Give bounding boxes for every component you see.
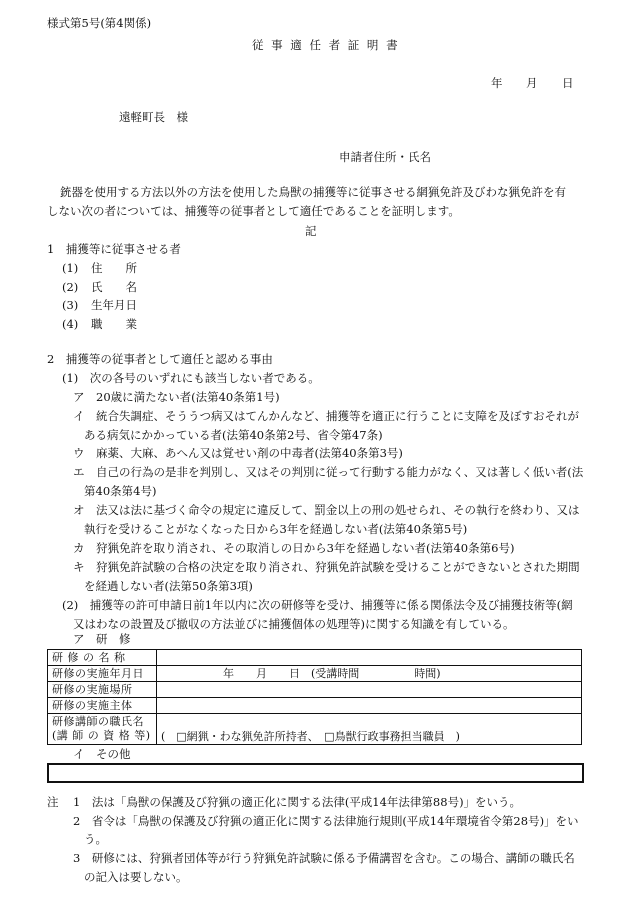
lecturer-label-line1: 研修講師の職氏名 <box>52 715 144 728</box>
reason-line: ア 20歳に満たない者(法第40条第1号) <box>73 390 280 404</box>
reason-line: エ 自己の行為の是非を判別し、又はその判別に従って行動する能力がなく、又は著しく低い者(法 <box>73 465 584 479</box>
section2-sub2-line: (2) 捕獲等の許可申請日前1年以内に次の研修等を受け、捕獲等に係る関係法令及び捕獲技術等(網 <box>62 598 573 612</box>
section1-item-num: (4) <box>62 317 79 331</box>
training-name-label: 研 修 の 名 称 <box>48 650 157 666</box>
note-line: う。 <box>84 832 107 846</box>
training-date-field[interactable]: 年 月 日 (受講時間 時間) <box>157 666 582 682</box>
intro-line-2: しない次の者については、捕獲等の従事者として適任であることを証明します。 <box>47 204 460 218</box>
table-row <box>48 682 582 698</box>
training-host-label: 研修の実施主体 <box>48 698 157 714</box>
training-name-field[interactable] <box>157 650 582 666</box>
reason-line: 執行を受けることがなくなった日から3年を経過しない者(法第40条第5号) <box>84 522 468 536</box>
table-row <box>48 714 582 745</box>
document-title: 従 事 適 任 者 証 明 書 <box>252 38 400 52</box>
reason-line: ウ 麻薬、大麻、あへん又は覚せい剤の中毒者(法第40条第3号) <box>73 446 403 460</box>
addressee: 遠軽町長 様 <box>119 110 188 124</box>
training-date-label: 研修の実施年月日 <box>48 666 157 682</box>
reason-line: キ 狩猟免許試験の合格の決定を取り消され、狩猟免許試験を受けることができないとされた期間 <box>73 560 580 574</box>
lecturer-field[interactable] <box>157 714 582 745</box>
section1-item-num: (1) <box>62 261 79 275</box>
table-row <box>48 698 582 714</box>
section2-heading: 2 捕獲等の従事者として適任と認める事由 <box>47 352 273 366</box>
training-place-field[interactable] <box>157 682 582 698</box>
reason-line: カ 狩猟免許を取り消され、その取消しの日から3年を経過しない者(法第40条第6号) <box>73 541 515 555</box>
training-place-label: 研修の実施場所 <box>48 682 157 698</box>
note-line: 2 省令は「鳥獣の保護及び狩猟の適正化に関する法律施行規則(平成14年環境省令第28号)」をい <box>73 814 579 828</box>
section1-item-label: 生年月日 <box>91 298 137 312</box>
date-year: 年 <box>491 76 503 90</box>
ki-mark: 記 <box>305 224 317 238</box>
lecturer-label <box>48 714 157 745</box>
date-month: 月 <box>526 76 538 90</box>
training-table <box>47 649 582 745</box>
lecturer-qualification: ( □網猟・わな猟免許所持者、 □鳥獣行政事務担当職員 ) <box>161 730 460 743</box>
reason-line: を経過しない者(法第50条第3項) <box>84 579 253 593</box>
table-row <box>48 650 582 666</box>
intro-line-1: 銃器を使用する方法以外の方法を使用した鳥獣の捕獲等に従事させる網猟免許及びわな猟免許を有 <box>60 185 566 199</box>
section1-item-num: (3) <box>62 298 79 312</box>
other-heading: イ その他 <box>73 747 131 761</box>
notes-label: 注 <box>47 795 59 809</box>
note-line: 3 研修には、狩猟者団体等が行う狩猟免許試験に係る予備講習を含む。この場合、講師の職氏名 <box>73 851 575 865</box>
section1-item-label: 氏 名 <box>91 280 137 294</box>
date-day: 日 <box>562 76 574 90</box>
section2-sub1: (1) 次の各号のいずれにも該当しない者である。 <box>62 371 320 385</box>
applicant-label: 申請者住所・氏名 <box>339 150 431 164</box>
training-host-field[interactable] <box>157 698 582 714</box>
section1-item-num: (2) <box>62 280 79 294</box>
training-heading: ア 研 修 <box>73 632 131 646</box>
note-line: 1 法は「鳥獣の保護及び狩猟の適正化に関する法律(平成14年法律第88号)」をいう。 <box>73 795 522 809</box>
section1-item-label: 職 業 <box>91 317 137 331</box>
reason-line: 第40条第4号) <box>84 484 157 498</box>
reason-line: ある病気にかかっている者(法第40条第2号、省令第47条) <box>84 428 383 442</box>
section1-heading: 1 捕獲等に従事させる者 <box>47 242 181 256</box>
other-field[interactable] <box>47 763 584 783</box>
note-line: の記入は要しない。 <box>84 870 188 884</box>
reason-line: オ 法又は法に基づく命令の規定に違反して、罰金以上の刑の処せられ、その執行を終わり、又は <box>73 503 580 517</box>
reason-line: イ 統合失調症、そううつ病又はてんかんなど、捕獲等を適正に行うことに支障を及ぼすおそれが <box>73 409 579 423</box>
form-number: 様式第5号(第4関係) <box>47 16 152 30</box>
lecturer-label-line2: (講 師 の 資 格 等) <box>52 729 151 742</box>
section2-sub2-line: 又はわなの設置及び撤収の方法並びに捕獲個体の処理等)に関する知識を有している。 <box>73 617 515 631</box>
section1-item-label: 住 所 <box>91 261 137 275</box>
table-row <box>48 666 582 682</box>
